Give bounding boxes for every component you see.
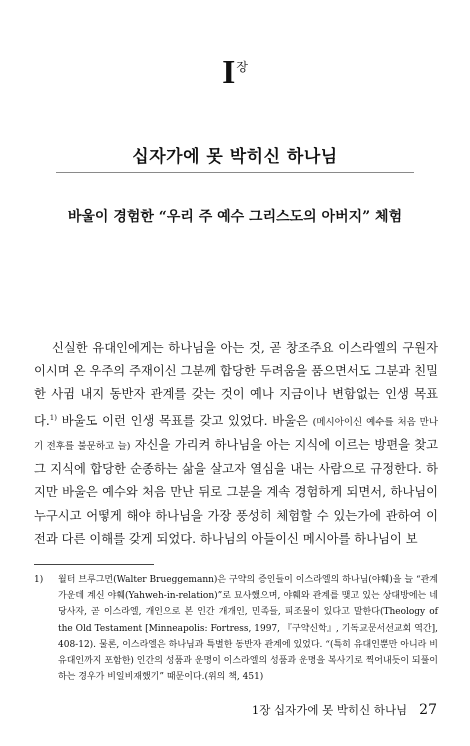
chapter-suffix: 장 (236, 60, 248, 74)
running-head: 1장 십자가에 못 박히신 하나님 (251, 703, 408, 717)
body-text-part-3: 자신을 가리켜 하나님을 아는 지식에 이르는 방편을 찾고 그 지식에 합당한 순종하는 삶을 살고자 열심을 내는 사람으로 규정한다. 하지만 바울은 예수와 처음 만난 뒤로 그분을 계속 경험하게 되면서, 하나님이 누구시고 어떻게 해야 하나님을 가장 풍성히 체험할 수 있는가에 관하여 이전과 다른 이해를 갖게 되었다. 하나님의 아들이신 메시아를 하나님이 보 (34, 437, 439, 546)
body-paragraph (34, 337, 438, 551)
chapter-title: 십자가에 못 박히신 하나님 (132, 147, 338, 167)
page-footer (252, 702, 437, 718)
body-text-parenthetical: (메시아이신 예수를 처음 만나기 전후를 불문하고 늘) (34, 416, 439, 452)
page-number: 27 (419, 702, 437, 718)
body-text-part-1: 신실한 유대인에게는 하나님을 아는 것, 곧 창조주요 이스라엘의 구원자이시며 온 우주의 주재이신 그분께 합당한 두려움을 품으면서도 그분과 친밀한 사귐 내지 동반자 관계를 갖는 것이 예나 지금이나 변함없는 인생 목표다. (34, 341, 438, 428)
footnote (34, 572, 438, 685)
chapter-number (0, 54, 470, 92)
chapter-roman-numeral: I (222, 54, 236, 91)
chapter-subtitle: 바울이 경험한 “우리 주 예수 그리스도의 아버지” 체험 (67, 209, 403, 225)
title-divider (56, 172, 414, 173)
footnote-reference[interactable]: 1) (49, 413, 57, 422)
footnote-number: 1) (34, 575, 44, 585)
footnote-text: 월터 브루그먼(Walter Brueggemann)은 구약의 증인들이 이스라엘의 하나님(야훼)을 늘 “관계 가운데 계신 야훼(Yahweh-in-relation)”로 묘사했으며, 야훼와 관계를 맺고 있는 상대방에는 네 당사자, 곧 이스라엘, 개인으로 본 인간 개개인, 민족들, 피조물이 있다고 말한다(Theology of the Old Testament [Minneapolis: Fortress, 1997, 『구약신학』, 기독교문서선교회 역간], 408-12). 물론, 이스라엘은 하나님과 특별한 동반자 관계에 있었다. “(특히 유대인뿐만 아니라 비유대인까지 포함한) 인간의 성품과 운명이 이스라엘의 성품과 운명을 복사기로 찍어내듯이 되풀이하는 경우가 비일비재했기” 때문이다.(위의 책, 451) (58, 575, 438, 683)
footnote-divider (34, 564, 154, 565)
body-text-part-2: 바울도 이런 인생 목표를 갖고 있었다. 바울은 (56, 413, 313, 428)
